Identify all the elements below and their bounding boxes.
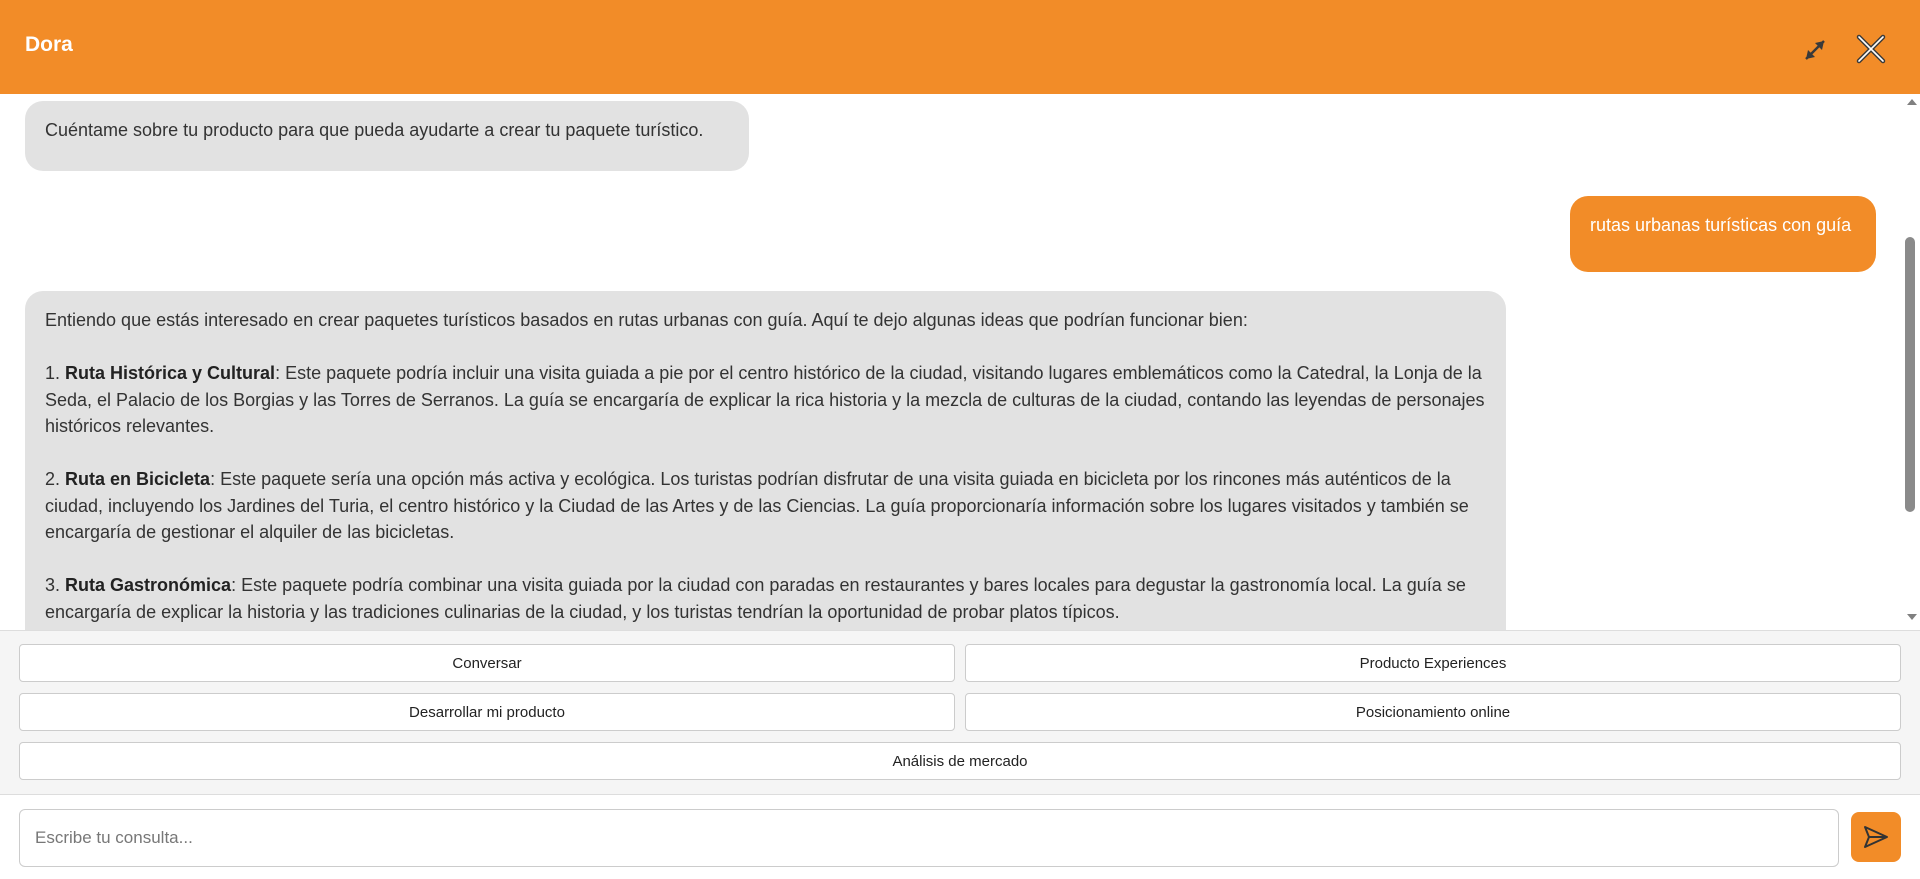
idea-item xyxy=(45,572,1486,625)
analisis-mercado-button[interactable]: Análisis de mercado xyxy=(19,742,1901,780)
idea-item xyxy=(45,466,1486,546)
chat-messages[interactable] xyxy=(0,94,1920,630)
message-intro: Entiendo que estás interesado en crear paquetes turísticos basados en rutas urbanas con guía. Aquí te dejo algunas ideas que podrían funcionar bien: xyxy=(45,310,1248,330)
idea-item xyxy=(45,360,1486,440)
producto-experiences-button[interactable]: Producto Experiences xyxy=(965,644,1901,682)
query-input[interactable] xyxy=(19,809,1839,867)
scroll-up-arrow-icon[interactable] xyxy=(1907,99,1917,105)
chat-scrollbar[interactable] xyxy=(1902,94,1920,630)
message-text: Cuéntame sobre tu producto para que pueda ayudarte a crear tu paquete turístico. xyxy=(45,120,704,140)
scroll-thumb[interactable] xyxy=(1905,237,1915,512)
idea-number: 3. xyxy=(45,575,66,595)
posicionamiento-online-button[interactable]: Posicionamiento online xyxy=(965,693,1901,731)
bot-message xyxy=(25,291,1506,630)
idea-number: 1. xyxy=(45,363,66,383)
input-area xyxy=(0,795,1920,879)
user-message xyxy=(1570,196,1876,272)
conversar-button[interactable]: Conversar xyxy=(19,644,955,682)
quick-options-panel xyxy=(0,630,1920,795)
bot-message xyxy=(25,101,749,171)
send-icon xyxy=(1862,823,1890,851)
expand-icon[interactable] xyxy=(1802,37,1828,63)
desarrollar-producto-button[interactable]: Desarrollar mi producto xyxy=(19,693,955,731)
idea-text: : Este paquete sería una opción más activa y ecológica. Los turistas podrían disfrutar de una visita guiada en bicicleta por los rincones más auténticos de la ciudad, incluyendo los Jardines del Turia, el centro histórico y la Ciudad de las Artes y de las Ciencias. La guía proporcionaría información sobre los lugares visitados y también se encargaría de gestionar el alquiler de las bicicletas. xyxy=(45,469,1469,542)
scroll-down-arrow-icon[interactable] xyxy=(1907,614,1917,620)
header-title: Dora xyxy=(25,33,73,56)
send-button[interactable] xyxy=(1851,812,1901,862)
close-icon[interactable] xyxy=(1854,32,1888,66)
idea-text: : Este paquete podría incluir una visita guiada a pie por el centro histórico de la ciudad, visitando lugares emblemáticos como la Catedral, la Lonja de la Seda, el Palacio de los Borgias y las Torres de Serranos. La guía se encargaría de explicar la rica historia y la mezcla de culturas de la ciudad, contando las leyendas de personajes históricos relevantes. xyxy=(45,363,1485,436)
idea-number: 2. xyxy=(45,469,66,489)
idea-title: Ruta en Bicicleta xyxy=(65,469,211,489)
idea-title: Ruta Histórica y Cultural xyxy=(65,363,276,383)
idea-text: : Este paquete podría combinar una visita guiada por la ciudad con paradas en restaurantes y bares locales para degustar la gastronomía local. La guía se encargaría de explicar la historia y las tradiciones culinarias de la ciudad, y los turistas tendrían la oportunidad de probar platos típicos. xyxy=(45,575,1466,622)
message-text: rutas urbanas turísticas con guía xyxy=(1590,215,1852,235)
chat-header xyxy=(0,0,1920,94)
idea-title: Ruta Gastronómica xyxy=(65,575,232,595)
